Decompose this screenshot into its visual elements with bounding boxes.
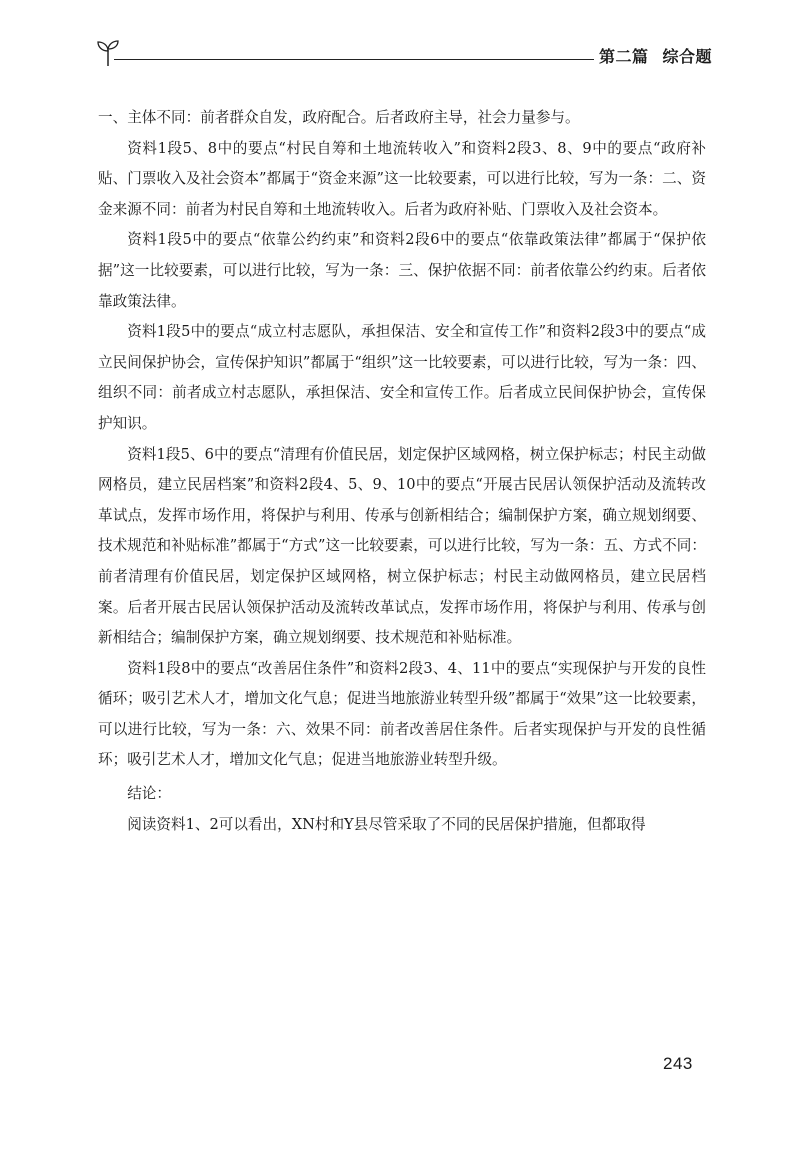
paragraph: 资料1段5中的要点“依靠公约约束”和资料2段6中的要点“依靠政策法律”都属于“保护依据”这一比较要素，可以进行比较，写为一条：三、保护依据不同：前者依靠公约约束。后者依靠政策法律。 bbox=[98, 231, 706, 310]
paragraph: 资料1段5、6中的要点“清理有价值民居，划定保护区域网格，树立保护标志；村民主动做网格员，建立民居档案”和资料2段4、5、9、10中的要点“开展古民居认领保护活动及流转改革试点，发挥市场作用，将保护与利用、传承与创新相结合；编制保护方案，确立规划纲要、技术规范和补贴标准”都属于“方式”这一比较要素，可以进行比较，写为一条：五、方式不同：前者清理有价值民居，划定保护区域网格，树立保护标志；村民主动做网格员，建立民居档案。后者开展古民居认领保护活动及流转改革试点，发挥市场作用，将保护与利用、传承与创新相结合；编制保护方案，确立规划纲要、技术规范和补贴标准。 bbox=[98, 445, 706, 647]
sprout-icon bbox=[96, 38, 120, 68]
page-number: 243 bbox=[663, 1054, 693, 1073]
paragraph: 阅读资料1、2可以看出，XN村和Y县尽管采取了不同的民居保护措施，但都取得 bbox=[127, 815, 646, 833]
header-rule bbox=[114, 59, 594, 60]
running-header bbox=[96, 38, 716, 74]
conclusion-heading: 结论： bbox=[127, 785, 171, 803]
paragraph: 资料1段8中的要点“改善居住条件”和资料2段3、4、11中的要点“实现保护与开发的良性循环；吸引艺术人才，增加文化气息；促进当地旅游业转型升级”都属于“效果”这一比较要素，可以进行比较，写为一条：六、效果不同：前者改善居住条件。后者实现保护与开发的良性循环；吸引艺术人才，增加文化气息；促进当地旅游业转型升级。 bbox=[98, 659, 706, 769]
paragraph: 一、主体不同：前者群众自发，政府配合。后者政府主导，社会力量参与。 bbox=[98, 109, 580, 126]
paragraph: 资料1段5、8中的要点“村民自筹和土地流转收入”和资料2段3、8、9中的要点“政府补贴、门票收入及社会资本”都属于“资金来源”这一比较要素，可以进行比较，写为一条：二、资金来源不同：前者为村民自筹和土地流转收入。后者为政府补贴、门票收入及社会资本。 bbox=[98, 139, 706, 218]
header-part: 第二篇 bbox=[598, 47, 649, 66]
header-title bbox=[599, 44, 712, 67]
header-section-title: 综合题 bbox=[662, 47, 712, 66]
body-text bbox=[98, 103, 706, 840]
paragraph: 资料1段5中的要点“成立村志愿队，承担保洁、安全和宣传工作”和资料2段3中的要点“成立民间保护协会，宣传保护知识”都属于“组织”这一比较要素，可以进行比较，写为一条：四、组织不同：前者成立村志愿队，承担保洁、安全和宣传工作。后者成立民间保护协会，宣传保护知识。 bbox=[98, 323, 706, 432]
